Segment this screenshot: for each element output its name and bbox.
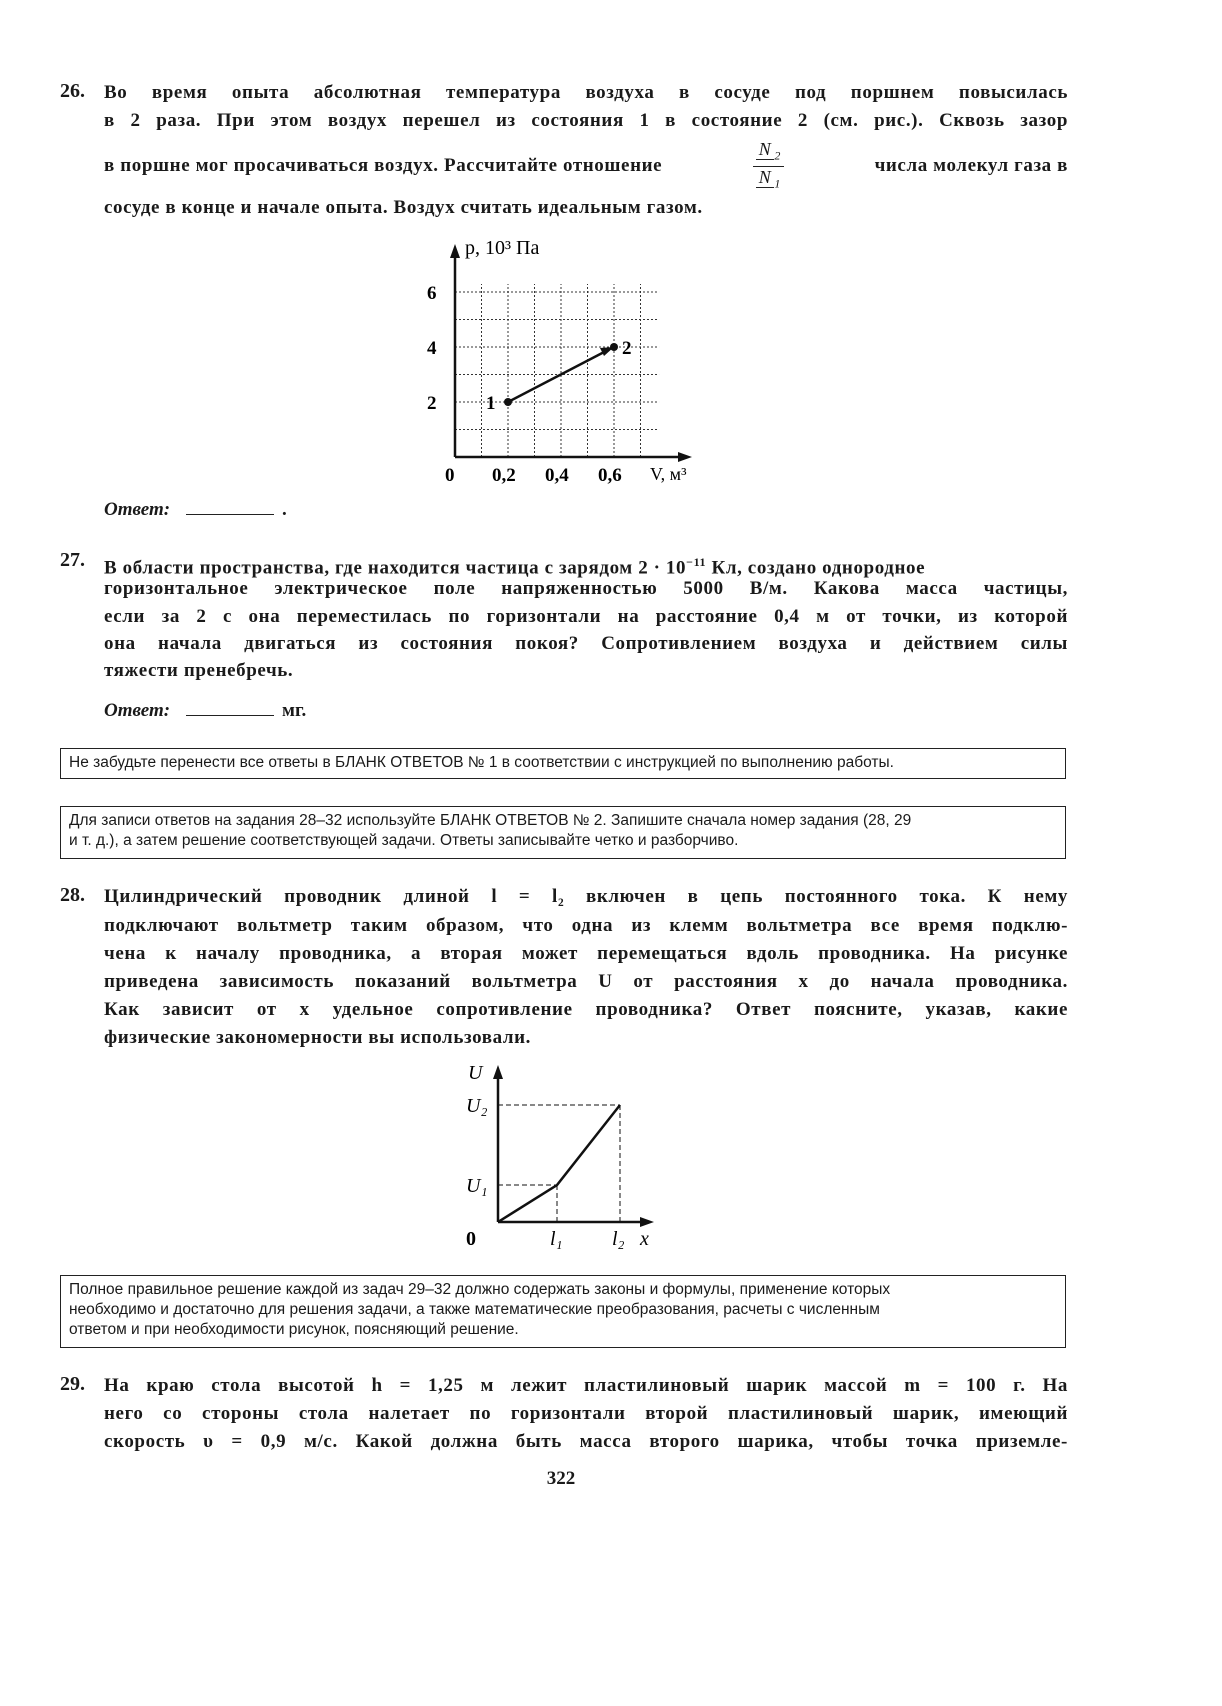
pv-x-tick: 0,6 — [598, 465, 622, 486]
answer-26 — [104, 498, 287, 521]
fraction-n2-n1 — [753, 139, 784, 193]
problem-27-number: 27. — [60, 549, 85, 571]
pv-y-tick: 2 — [427, 393, 437, 414]
pv-x-tick: 0 — [445, 465, 455, 486]
problem-26-line: в 2 раза. При этом воздух перешел из состояния 1 в состояние 2 (см. рис.). Сквозь зазор — [104, 110, 1068, 131]
problem-28-line: Цилиндрический проводник длиной l = l₂ включен в цепь постоянного тока. К нему — [104, 886, 1068, 907]
notice-box-2 — [60, 806, 1066, 859]
problem-28-line: приведена зависимость показаний вольтметра U от расстояния x до начала проводника. — [104, 971, 1068, 992]
problem-27-line: горизонтальное электрическое поле напряженностью 5000 В/м. Какова масса частицы, — [104, 578, 1068, 599]
notice-line: Полное правильное решение каждой из задач 29–32 должно содержать законы и формулы, применение которых — [69, 1281, 891, 1298]
problem-26-line: сосуде в конце и начале опыта. Воздух считать идеальным газом. — [104, 197, 703, 218]
problem-26-line-fraction — [104, 138, 1068, 191]
problem-27-text: Кл, создано однородное — [706, 557, 926, 579]
problem-28-line: чена к началу проводника, а вторая может перемещаться вдоль проводника. На рисунке — [104, 943, 1068, 964]
ux-x-tick: l₁ — [550, 1228, 563, 1250]
ux-line — [498, 1105, 620, 1222]
problem-27-line: тяжести пренебречь. — [104, 660, 294, 681]
notice-line: и т. д.), а затем решение соответствующей задачи. Ответы записывайте четко и разборчиво. — [69, 832, 739, 849]
notice-line: ответом и при необходимости рисунок, поясняющий решение. — [69, 1321, 519, 1338]
pv-y-tick: 4 — [427, 338, 437, 359]
notice-line: Для записи ответов на задания 28–32 используйте БЛАНК ОТВЕТОВ № 2. Запишите сначала номер задания (28, 29 — [69, 812, 912, 829]
problem-29-line: него со стороны стола налетает по горизонтали второй пластилиновый шарик, имеющий — [104, 1403, 1068, 1424]
problem-29-number: 29. — [60, 1373, 85, 1395]
problem-27-line: она начала двигаться из состояния покоя? Сопротивлением воздуха и действием силы — [104, 633, 1068, 654]
page-number: 322 — [546, 1468, 576, 1489]
answer-27 — [104, 699, 306, 722]
pv-grid — [455, 284, 659, 457]
ux-y-tick: U₂ — [466, 1095, 488, 1117]
pv-chart — [410, 230, 730, 495]
state-point — [610, 343, 618, 351]
ux-y-tick: U₁ — [466, 1175, 488, 1197]
problem-28-number: 28. — [60, 884, 85, 906]
pv-x-tick: 0,2 — [492, 465, 516, 486]
ux-x-tick: l₂ — [612, 1228, 625, 1250]
pv-x-label: V, м³ — [650, 464, 687, 484]
pv-y-label: p, 10³ Па — [465, 237, 540, 259]
problem-27-line: если за 2 с она переместилась по горизонтали на расстояние 0,4 м от точки, из которой — [104, 606, 1068, 627]
ux-y-label: U — [468, 1062, 483, 1084]
problem-27-line — [104, 550, 1068, 580]
state-label: 1 — [486, 393, 496, 414]
problem-28-line: подключают вольтметр таким образом, что одна из клемм вольтметра все время подклю- — [104, 915, 1068, 936]
ux-x-arrow — [640, 1217, 654, 1227]
process-line — [508, 350, 608, 402]
problem-29-line: скорость υ = 0,9 м/с. Какой должна быть масса второго шарика, чтобы точка приземле- — [104, 1431, 1068, 1452]
answer-27-field[interactable] — [186, 699, 274, 716]
notice-box-3 — [60, 1275, 1066, 1348]
pv-y-tick: 6 — [427, 283, 437, 304]
pv-x-tick: 0,4 — [545, 465, 569, 486]
notice-line: необходимо и достаточно для решения задачи, а также математические преобразования, расчеты с численным — [69, 1301, 880, 1318]
problem-26-text: в поршне мог просачиваться воздух. Рассчитайте отношение — [104, 155, 663, 176]
frac-denominator: N — [756, 167, 775, 188]
problem-28-line: физические закономерности вы использовали. — [104, 1027, 532, 1048]
problem-26-line: Во время опыта абсолютная температура воздуха в сосуде под поршнем повысилась — [104, 82, 1068, 103]
exponent: −11 — [686, 555, 707, 569]
frac-numerator: N — [756, 139, 775, 160]
ux-x-label: x — [640, 1228, 649, 1250]
problem-29-line: На краю стола высотой h = 1,25 м лежит пластилиновый шарик массой m = 100 г. На — [104, 1375, 1068, 1396]
problem-28-line: Как зависит от x удельное сопротивление проводника? Ответ поясните, указав, какие — [104, 999, 1068, 1020]
problem-27-text: В области пространства, где находится частица с зарядом 2 · 10 — [104, 557, 687, 579]
answer-suffix: мг. — [282, 700, 307, 721]
problem-26-number: 26. — [60, 80, 85, 102]
ux-y-arrow — [493, 1065, 503, 1079]
problem-26-text: числа молекул газа в — [874, 155, 1068, 176]
ux-chart — [450, 1055, 680, 1255]
state-point — [504, 398, 512, 406]
answer-suffix: . — [282, 499, 287, 520]
state-label: 2 — [622, 338, 632, 359]
answer-label: Ответ: — [104, 499, 171, 520]
frac-num-sub: 2 — [774, 148, 781, 163]
answer-label: Ответ: — [104, 700, 171, 721]
answer-26-field[interactable] — [186, 498, 274, 515]
notice-box-1: Не забудьте перенести все ответы в БЛАНК ОТВЕТОВ № 1 в соответствии с инструкцией по выполнению работы. — [60, 748, 1066, 779]
pv-y-arrow — [450, 244, 460, 258]
ux-origin: 0 — [466, 1228, 476, 1250]
pv-x-arrow — [678, 452, 692, 462]
frac-den-sub: 1 — [774, 176, 781, 191]
